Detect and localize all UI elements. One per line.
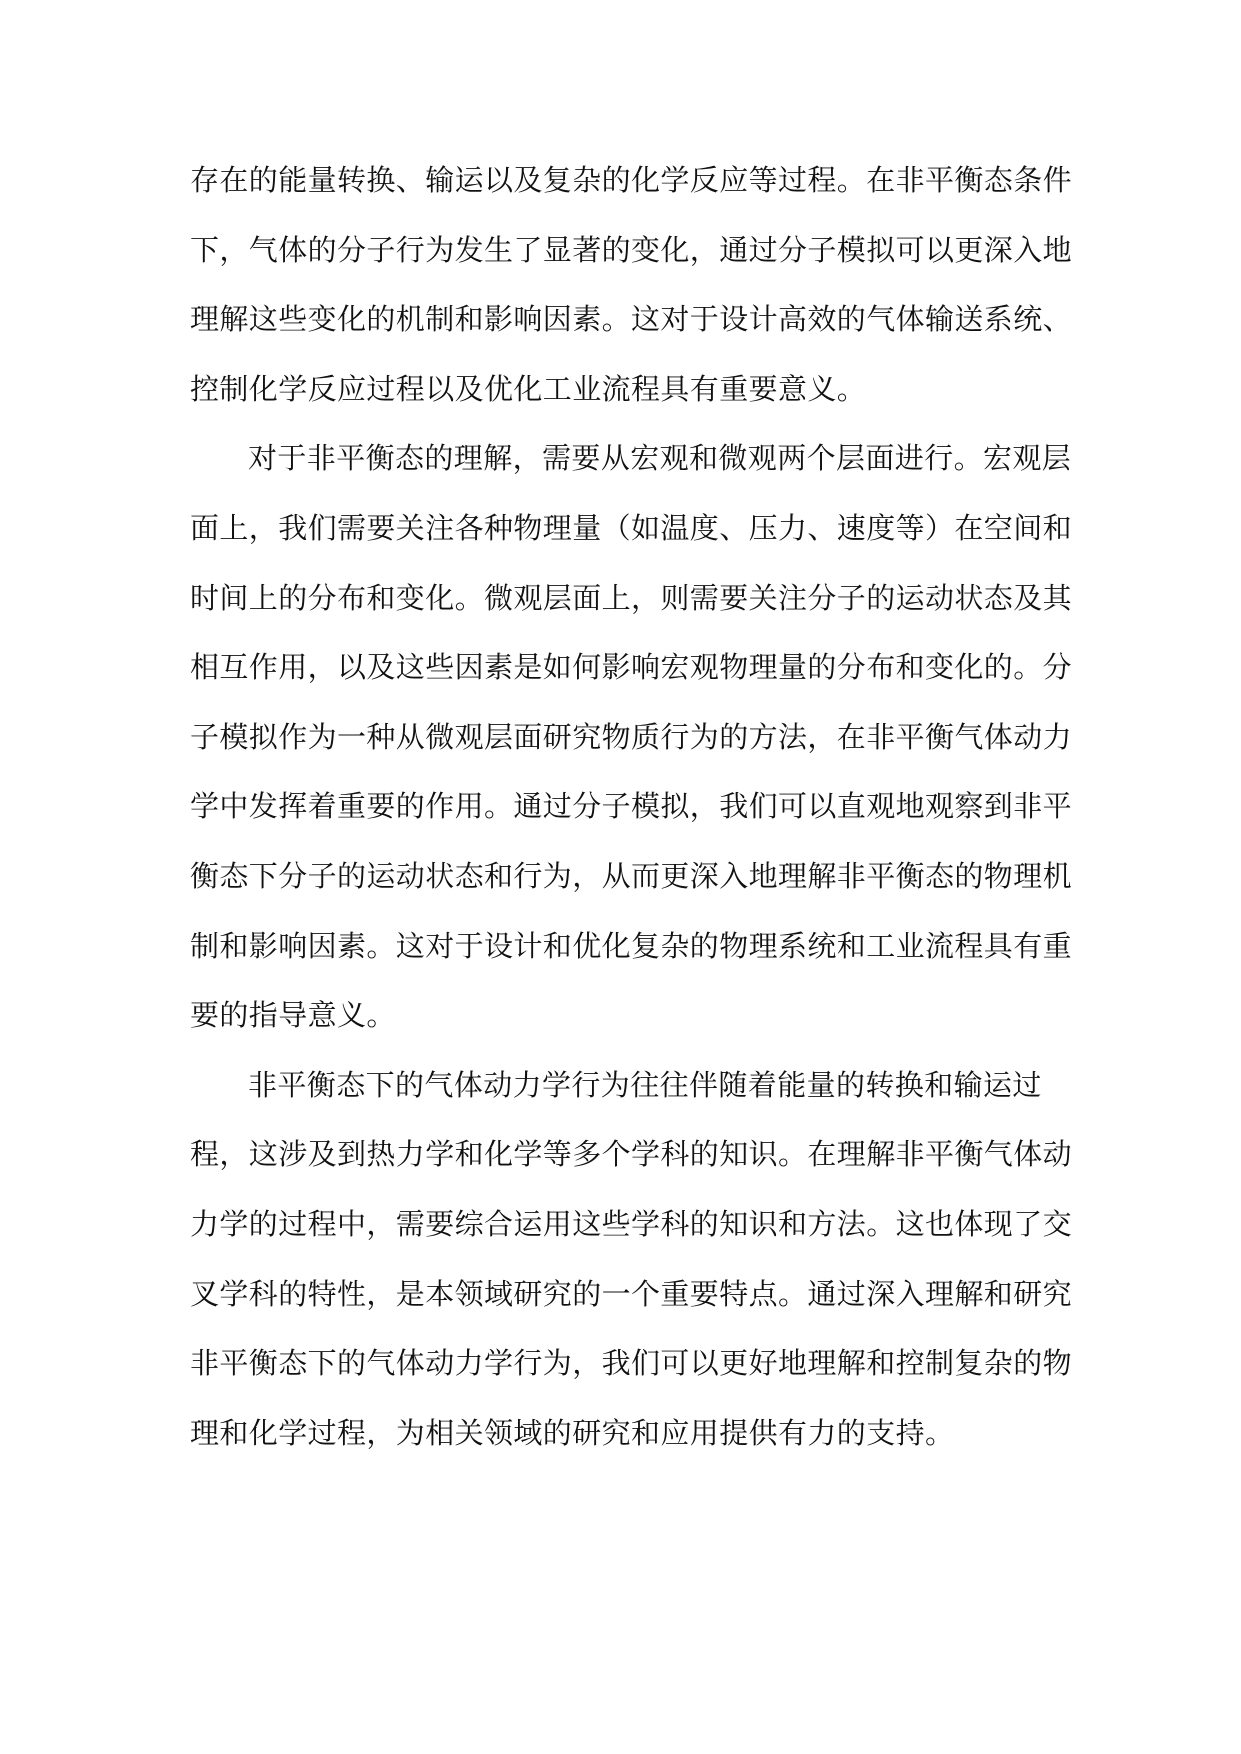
- text-line-first: 对于非平衡态的理解，需要从宏观和微观两个层面进行。宏观层: [248, 441, 1072, 476]
- text-line: 非平衡态下的气体动力学行为，我们可以更好地理解和控制复杂的物: [190, 1346, 1073, 1381]
- text-line: 程，这涉及到热力学和化学等多个学科的知识。在理解非平衡气体动: [190, 1137, 1073, 1172]
- text-line: 力学的过程中，需要综合运用这些学科的知识和方法。这也体现了交: [190, 1206, 1073, 1241]
- text-line: 下，气体的分子行为发生了显著的变化，通过分子模拟可以更深入地: [190, 232, 1073, 267]
- text-line: 理和化学过程，为相关领域的研究和应用提供有力的支持。: [190, 1415, 955, 1450]
- text-line: 存在的能量转换、输运以及复杂的化学反应等过程。在非平衡态条件: [190, 163, 1073, 197]
- paragraph-1: [190, 146, 1073, 424]
- text-line: 衡态下分子的运动状态和行为，从而更深入地理解非平衡态的物理机: [190, 858, 1073, 893]
- paragraph-3: [190, 1051, 1073, 1469]
- document-body: [190, 146, 1073, 1468]
- text-line: 控制化学反应过程以及优化工业流程具有重要意义。: [190, 371, 867, 406]
- text-line: 子模拟作为一种从微观层面研究物质行为的方法，在非平衡气体动力: [190, 719, 1073, 754]
- text-line: 相互作用，以及这些因素是如何影响宏观物理量的分布和变化的。分: [190, 650, 1073, 685]
- text-line-first: 非平衡态下的气体动力学行为往往伴随着能量的转换和输运过: [248, 1067, 1042, 1102]
- text-line: 学中发挥着重要的作用。通过分子模拟，我们可以直观地观察到非平: [190, 789, 1073, 824]
- text-line: 时间上的分布和变化。微观层面上，则需要关注分子的运动状态及其: [190, 580, 1073, 615]
- text-line: 面上，我们需要关注各种物理量（如温度、压力、速度等）在空间和: [190, 510, 1073, 545]
- paragraph-2: [190, 424, 1073, 1050]
- text-line: 叉学科的特性，是本领域研究的一个重要特点。通过深入理解和研究: [190, 1276, 1073, 1311]
- text-line: 理解这些变化的机制和影响因素。这对于设计高效的气体输送系统、: [190, 302, 1073, 337]
- text-line: 制和影响因素。这对于设计和优化复杂的物理系统和工业流程具有重: [190, 928, 1073, 963]
- text-line: 要的指导意义。: [190, 998, 396, 1033]
